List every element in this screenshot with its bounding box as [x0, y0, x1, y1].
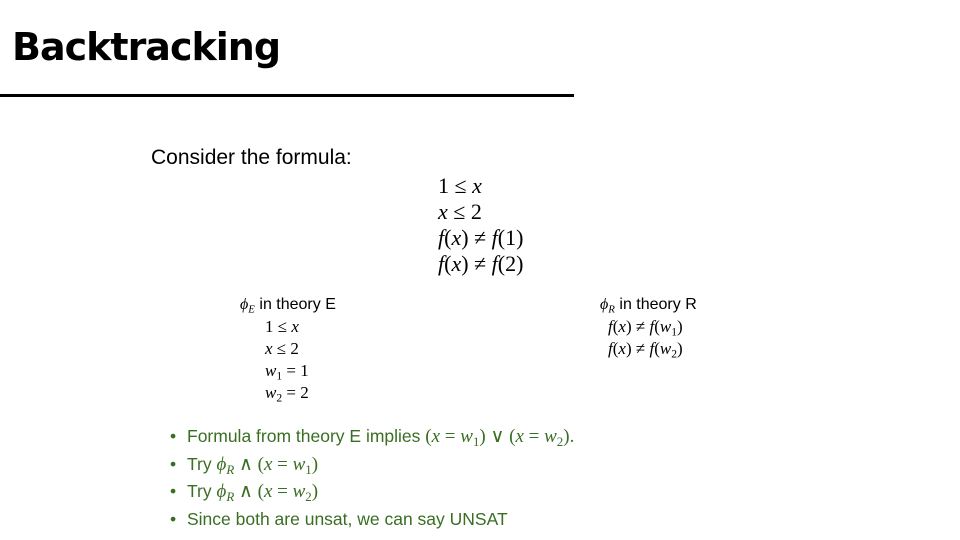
bullet-dot-icon: •: [170, 508, 177, 529]
bullet-dot-icon: •: [170, 481, 177, 501]
bullet-item-1: [170, 423, 574, 451]
phi-subscript: R: [608, 303, 615, 316]
bullet-text: Since both are unsat, we can say UNSAT: [187, 508, 508, 529]
bullet-dot-icon: •: [170, 453, 177, 474]
theory-e-label: in theory E: [254, 296, 336, 313]
theory-r-line-2: $f(x) \ne f(w_2)$: [608, 339, 683, 361]
bullet-math: $(x = w_1)$ ∨ $(x = w_2)$.: [425, 426, 575, 449]
formula-line-2: x ≤ 2: [438, 199, 482, 224]
theory-r-line-1: $f(x) \ne f(w_1)$: [608, 317, 683, 339]
bullet-text: Formula from theory E implies: [187, 426, 426, 446]
bullet-list: [170, 423, 574, 532]
theory-e-line-3: $w_1 = 1$: [265, 361, 309, 383]
theory-e-line-1: 1 ≤ x: [265, 317, 299, 336]
bullet-text: Try: [187, 453, 217, 474]
theory-e-line-2: x ≤ 2: [265, 339, 299, 358]
bullet-math: $\phi_R$ ∧ $(x = w_1)$: [216, 453, 319, 477]
title-underline: [0, 94, 574, 97]
formula-line-3: f(x) ≠ f(1): [438, 225, 524, 250]
bullet-dot-icon: •: [170, 426, 177, 446]
theory-e-line-4: $w_2 = 2$: [265, 383, 309, 405]
slide-title: Backtracking: [12, 25, 281, 69]
theory-e-heading: [240, 294, 336, 316]
formula-line-4: f(x) ≠ f(2): [438, 251, 524, 276]
bullet-item-4: [170, 506, 574, 533]
theory-r-label: in theory R: [614, 296, 697, 313]
bullet-item-2: [170, 451, 574, 479]
bullet-item-3: [170, 478, 574, 506]
formula-block: [438, 173, 523, 277]
formula-line-1: 1 ≤ x: [438, 173, 482, 198]
phi-symbol: ϕ: [240, 296, 249, 313]
theory-r-heading: [600, 294, 697, 316]
theory-e-block: [240, 294, 336, 404]
phi-subscript: E: [248, 303, 255, 316]
bullet-math: $\phi_R$ ∧ $(x = w_2)$: [216, 481, 319, 504]
bullet-text: Try: [187, 481, 217, 501]
phi-symbol: ϕ: [600, 296, 609, 313]
theory-r-block: [600, 294, 697, 360]
intro-text: Consider the formula:: [151, 146, 352, 169]
